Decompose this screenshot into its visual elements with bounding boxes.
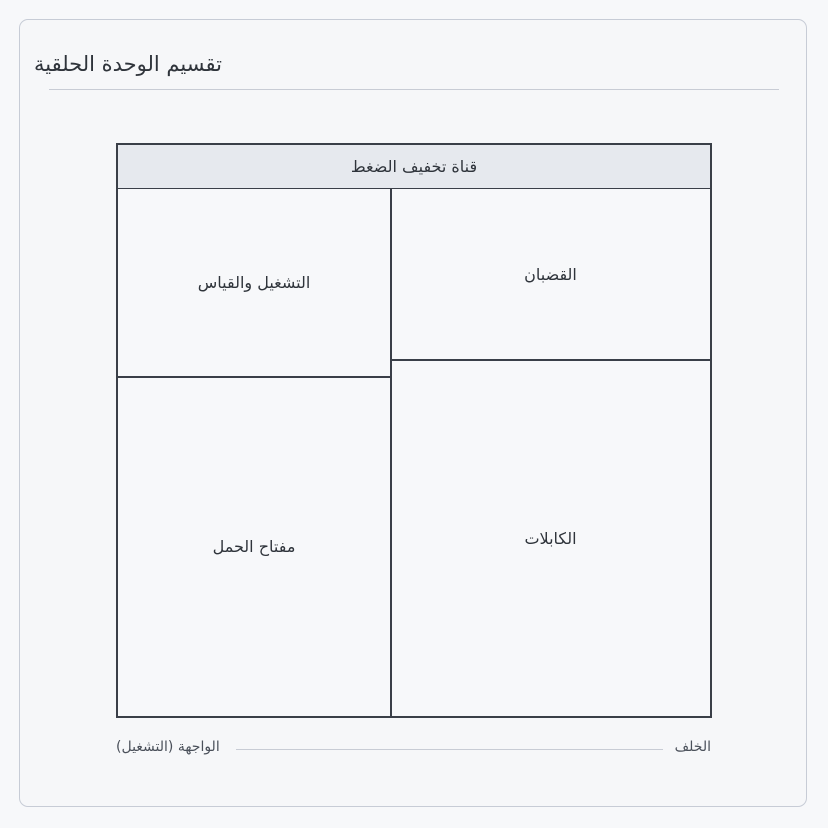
operation-measurement-compartment [118,189,390,376]
load-switch-compartment [118,377,390,716]
rear-label: الخلف [674,739,711,755]
pressure-relief-channel [118,145,710,189]
load-switch-label: مفتاح الحمل [212,537,296,556]
operation-measurement-label: التشغيل والقياس [197,273,311,292]
busbar-label: القضبان [524,264,577,284]
axis-line [236,749,663,750]
page-title: تقسيم الوحدة الحلقية [34,52,222,76]
title-divider [49,89,779,90]
pressure-relief-channel-label: قناة تخفيف الضغط [350,157,478,176]
front-label: الواجهة (التشغيل) [116,739,220,755]
cable-compartment [391,360,710,716]
busbar-compartment [391,189,710,359]
ring-unit-frame [116,143,712,718]
cable-label: الكابلات [524,528,577,548]
